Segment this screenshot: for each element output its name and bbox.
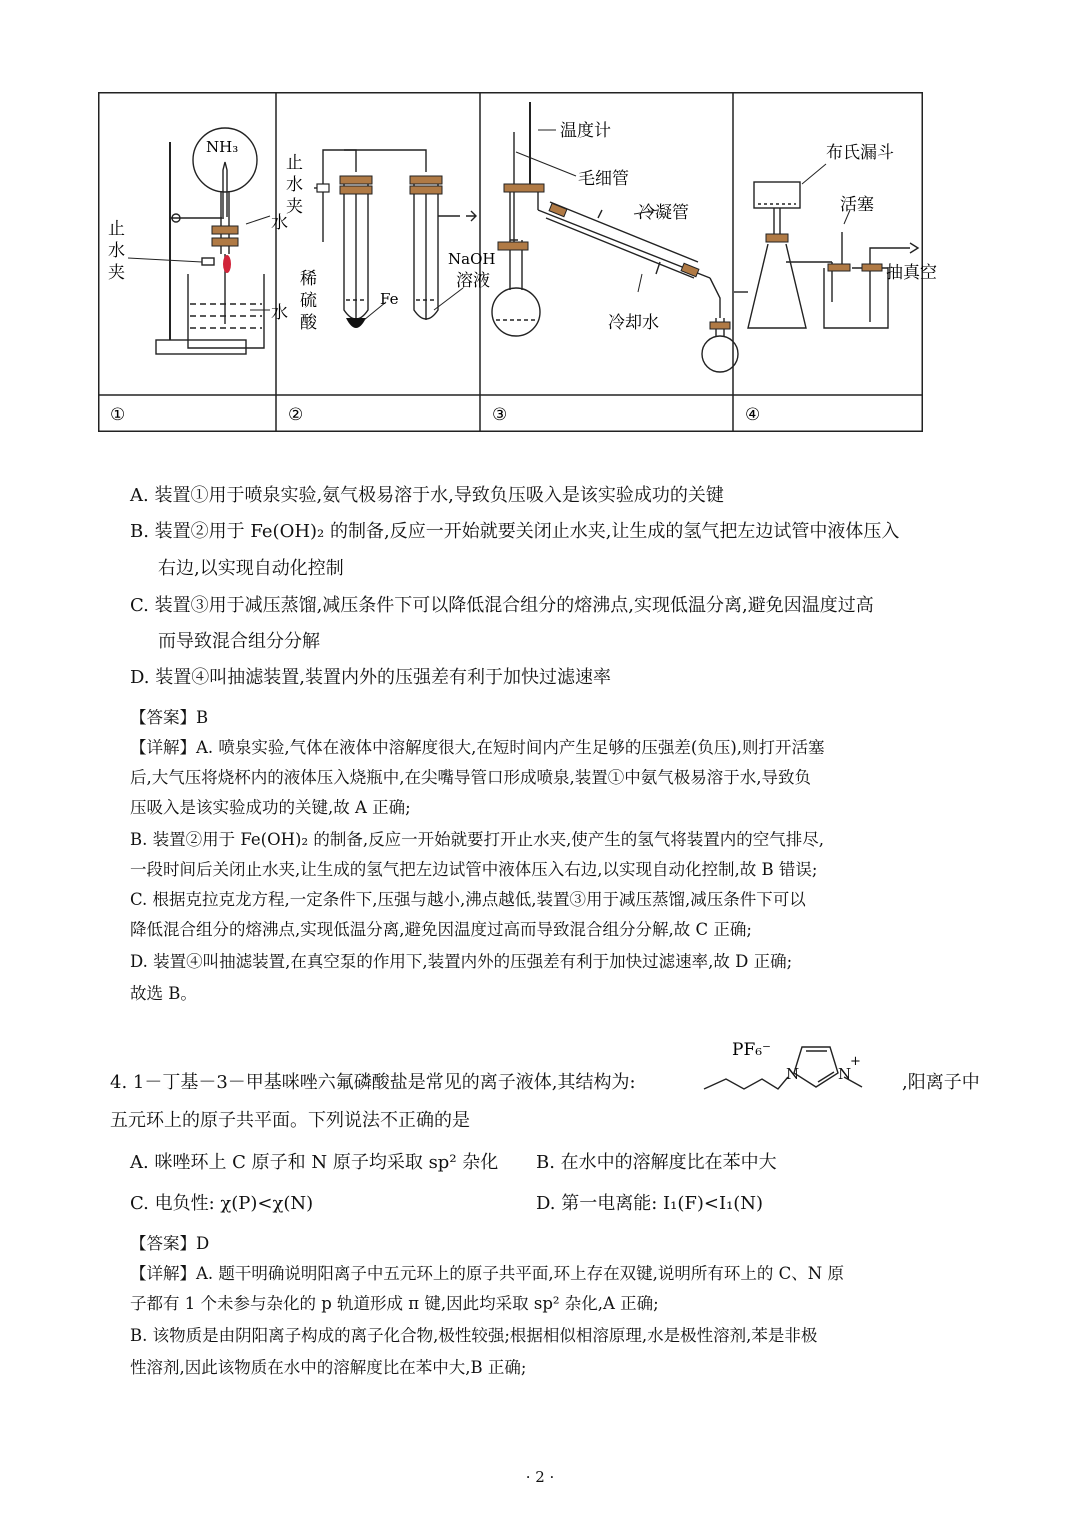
page-number: · 2 · — [525, 1468, 555, 1486]
d2-naoh-solution: 溶液 — [456, 271, 490, 291]
d3-capillary: 毛细管 — [578, 169, 629, 189]
d2-clamp-l2: 水 — [286, 175, 303, 195]
q3-option-b-line2: 右边,以实现自动化控制 — [158, 558, 344, 579]
pinch-clamp — [202, 258, 214, 265]
d4-stopper-1 — [766, 234, 788, 242]
q3-option-c-line1: C. 装置③用于减压蒸馏,减压条件下可以降低混合组分的熔沸点,实现低温分离,避免因温度过高 — [130, 595, 874, 616]
imidazolium-ring — [794, 1047, 838, 1087]
d2-clamp-l3: 夹 — [286, 197, 303, 217]
q3-explanation-8: D. 装置④叫抽滤装置,在真空泵的作用下,装置内外的压强差有利于加快过滤速率,故 D 正确; — [130, 952, 793, 971]
cell-label-2: ② — [288, 405, 304, 425]
butyl-chain — [704, 1077, 788, 1089]
ring-n2: N — [838, 1065, 852, 1083]
q4-option-d: D. 第一电离能: I₁(F)<I₁(N) — [536, 1193, 764, 1214]
q4-explanation-4: 性溶剂,因此该物质在水中的溶解度比在苯中大,B 正确; — [130, 1358, 527, 1377]
d2-metal: Fe — [380, 290, 399, 308]
stopper-2 — [212, 238, 238, 246]
d3-stopper-5 — [710, 322, 730, 329]
d2-naoh: NaOH — [448, 250, 496, 268]
q4-answer: 【答案】D — [130, 1234, 210, 1253]
clamp-leader — [128, 258, 202, 262]
q4-explanation-1: 【详解】A. 题干明确说明阳离子中五元环上的原子共平面,环上存在双键,说明所有环上的 C、N 原 — [130, 1264, 844, 1283]
d3-condenser: 冷凝管 — [638, 203, 689, 223]
d2-flow-arrow — [466, 211, 476, 221]
q3-explanation-6: C. 根据克拉克龙方程,一定条件下,压强与越小,沸点越低,装置③用于减压蒸馏,减压条件下可以 — [130, 890, 806, 909]
q4-stem-line2: 五元环上的原子共平面。下列说法不正确的是 — [110, 1110, 470, 1131]
filter-flask — [748, 244, 806, 328]
cation-charge: + — [850, 1054, 861, 1069]
q4-explanation-3: B. 该物质是由阴阳离子构成的离子化合物,极性较强;根据相似相溶原理,水是极性溶剂,苯是非极 — [130, 1326, 818, 1345]
q3-option-c-line2: 而导致混合组分分解 — [158, 631, 320, 652]
q3-option-b-line1: B. 装置②用于 Fe(OH)₂ 的制备,反应一开始就要关闭止水夹,让生成的氢气把左边试管中液体压入 — [130, 521, 900, 542]
d4-stopper-3 — [862, 264, 882, 271]
cell-label-1: ① — [110, 405, 126, 425]
beaker — [188, 274, 264, 348]
d3-thermometer: 温度计 — [560, 121, 611, 141]
q4-stem-line1-end: ,阳离子中 — [902, 1072, 980, 1093]
cooling-leader — [638, 274, 642, 292]
stopper-1 — [212, 226, 238, 234]
d2-acid-l2: 硫 — [300, 291, 317, 311]
ring-n1: N — [786, 1065, 800, 1083]
q4-option-c: C. 电负性: χ(P)<χ(N) — [130, 1193, 314, 1214]
d1-water-beaker: 水 — [271, 303, 288, 323]
d1-clamp-l3: 夹 — [108, 263, 125, 283]
q4-explanation-2: 子都有 1 个未参与杂化的 p 轨道形成 π 键,因此均采取 sp² 杂化,A 正确; — [130, 1294, 659, 1313]
q3-answer: 【答案】B — [130, 708, 209, 727]
q3-explanation-1: 【详解】A. 喷泉实验,气体在液体中溶解度很大,在短时间内产生足够的压强差(负压),则打开活塞 — [130, 738, 825, 757]
pf6-anion: PF₆⁻ — [732, 1040, 772, 1060]
suction-filtration-apparatus — [748, 164, 918, 328]
q4-stem-line1: 4. 1－丁基－3－甲基咪唑六氟磷酸盐是常见的离子液体,其结构为: — [110, 1072, 636, 1093]
vacuum-tube — [870, 248, 910, 256]
apparatus-figure — [98, 92, 937, 432]
stand-base — [156, 340, 246, 354]
nh3-label: NH₃ — [206, 138, 239, 156]
d4-funnel: 布氏漏斗 — [826, 143, 894, 163]
cell-label-3: ③ — [492, 405, 508, 425]
jet-tube — [223, 162, 227, 217]
funnel-leader — [802, 164, 826, 184]
d3-stopper-2 — [498, 242, 528, 250]
d2-stopper-left-2 — [340, 186, 372, 194]
q3-explanation-4: B. 装置②用于 Fe(OH)₂ 的制备,反应一开始就要打开止水夹,使产生的氢气将装置内的空气排尽, — [130, 830, 825, 849]
q4-option-b: B. 在水中的溶解度比在苯中大 — [536, 1152, 777, 1173]
d4-vacuum: 抽真空 — [886, 263, 937, 283]
d2-acid-l1: 稀 — [300, 269, 317, 289]
q3-explanation-5: 一段时间后关闭止水夹,让生成的氢气把左边试管中液体压入右边,以实现自动化控制,故 B 错误; — [130, 860, 818, 879]
q3-explanation-3: 压吸入是该实验成功的关键,故 A 正确; — [130, 798, 411, 817]
water-drop-red — [223, 255, 231, 273]
q3-explanation-7: 降低混合组分的熔沸点,实现低温分离,避免因温度过高而导致混合组分分解,故 C 正确; — [130, 920, 752, 939]
d4-valve: 活塞 — [840, 195, 874, 215]
q3-explanation-9: 故选 B。 — [130, 984, 197, 1003]
d1-clamp-l2: 水 — [108, 241, 125, 261]
d2-stopper-right-1 — [410, 176, 442, 184]
d2-stopper-left-1 — [340, 176, 372, 184]
vacuum-arrow — [910, 243, 918, 253]
cell-label-4: ④ — [745, 405, 761, 425]
d1-water-top: 水 — [271, 213, 288, 233]
q3-explanation-2: 后,大气压将烧杯内的液体压入烧瓶中,在尖嘴导管口形成喷泉,装置①中氨气极易溶于水,导致负 — [130, 768, 811, 787]
ionic-liquid-structure — [700, 1025, 900, 1103]
trap-bottle — [824, 262, 888, 328]
d2-clamp-l1: 止 — [286, 153, 303, 173]
d1-clamp-l1: 止 — [108, 219, 125, 239]
q3-option-a: A. 装置①用于喷泉实验,氨气极易溶于水,导致负压吸入是该实验成功的关键 — [130, 485, 724, 506]
iron-filings — [346, 318, 366, 328]
d3-stopper-4 — [681, 263, 699, 276]
vent-tube — [323, 150, 356, 242]
d2-acid-l3: 酸 — [300, 313, 317, 333]
d4-stopper-2 — [828, 264, 850, 271]
water-outlet — [598, 210, 602, 218]
distilling-flask — [492, 288, 540, 336]
capillary-leader — [516, 152, 576, 176]
d2-stopper-right-2 — [410, 186, 442, 194]
adapter — [710, 278, 720, 318]
d3-cooling-water: 冷却水 — [608, 313, 659, 333]
q4-option-a: A. 咪唑环上 C 原子和 N 原子均采取 sp² 杂化 — [130, 1152, 499, 1173]
water-leader-top — [246, 216, 270, 224]
d2-pinch-clamp — [317, 184, 329, 192]
fountain-apparatus — [128, 128, 270, 354]
q3-option-d: D. 装置④叫抽滤装置,装置内外的压强差有利于加快过滤速率 — [130, 667, 611, 688]
d3-stopper-1 — [504, 184, 544, 192]
